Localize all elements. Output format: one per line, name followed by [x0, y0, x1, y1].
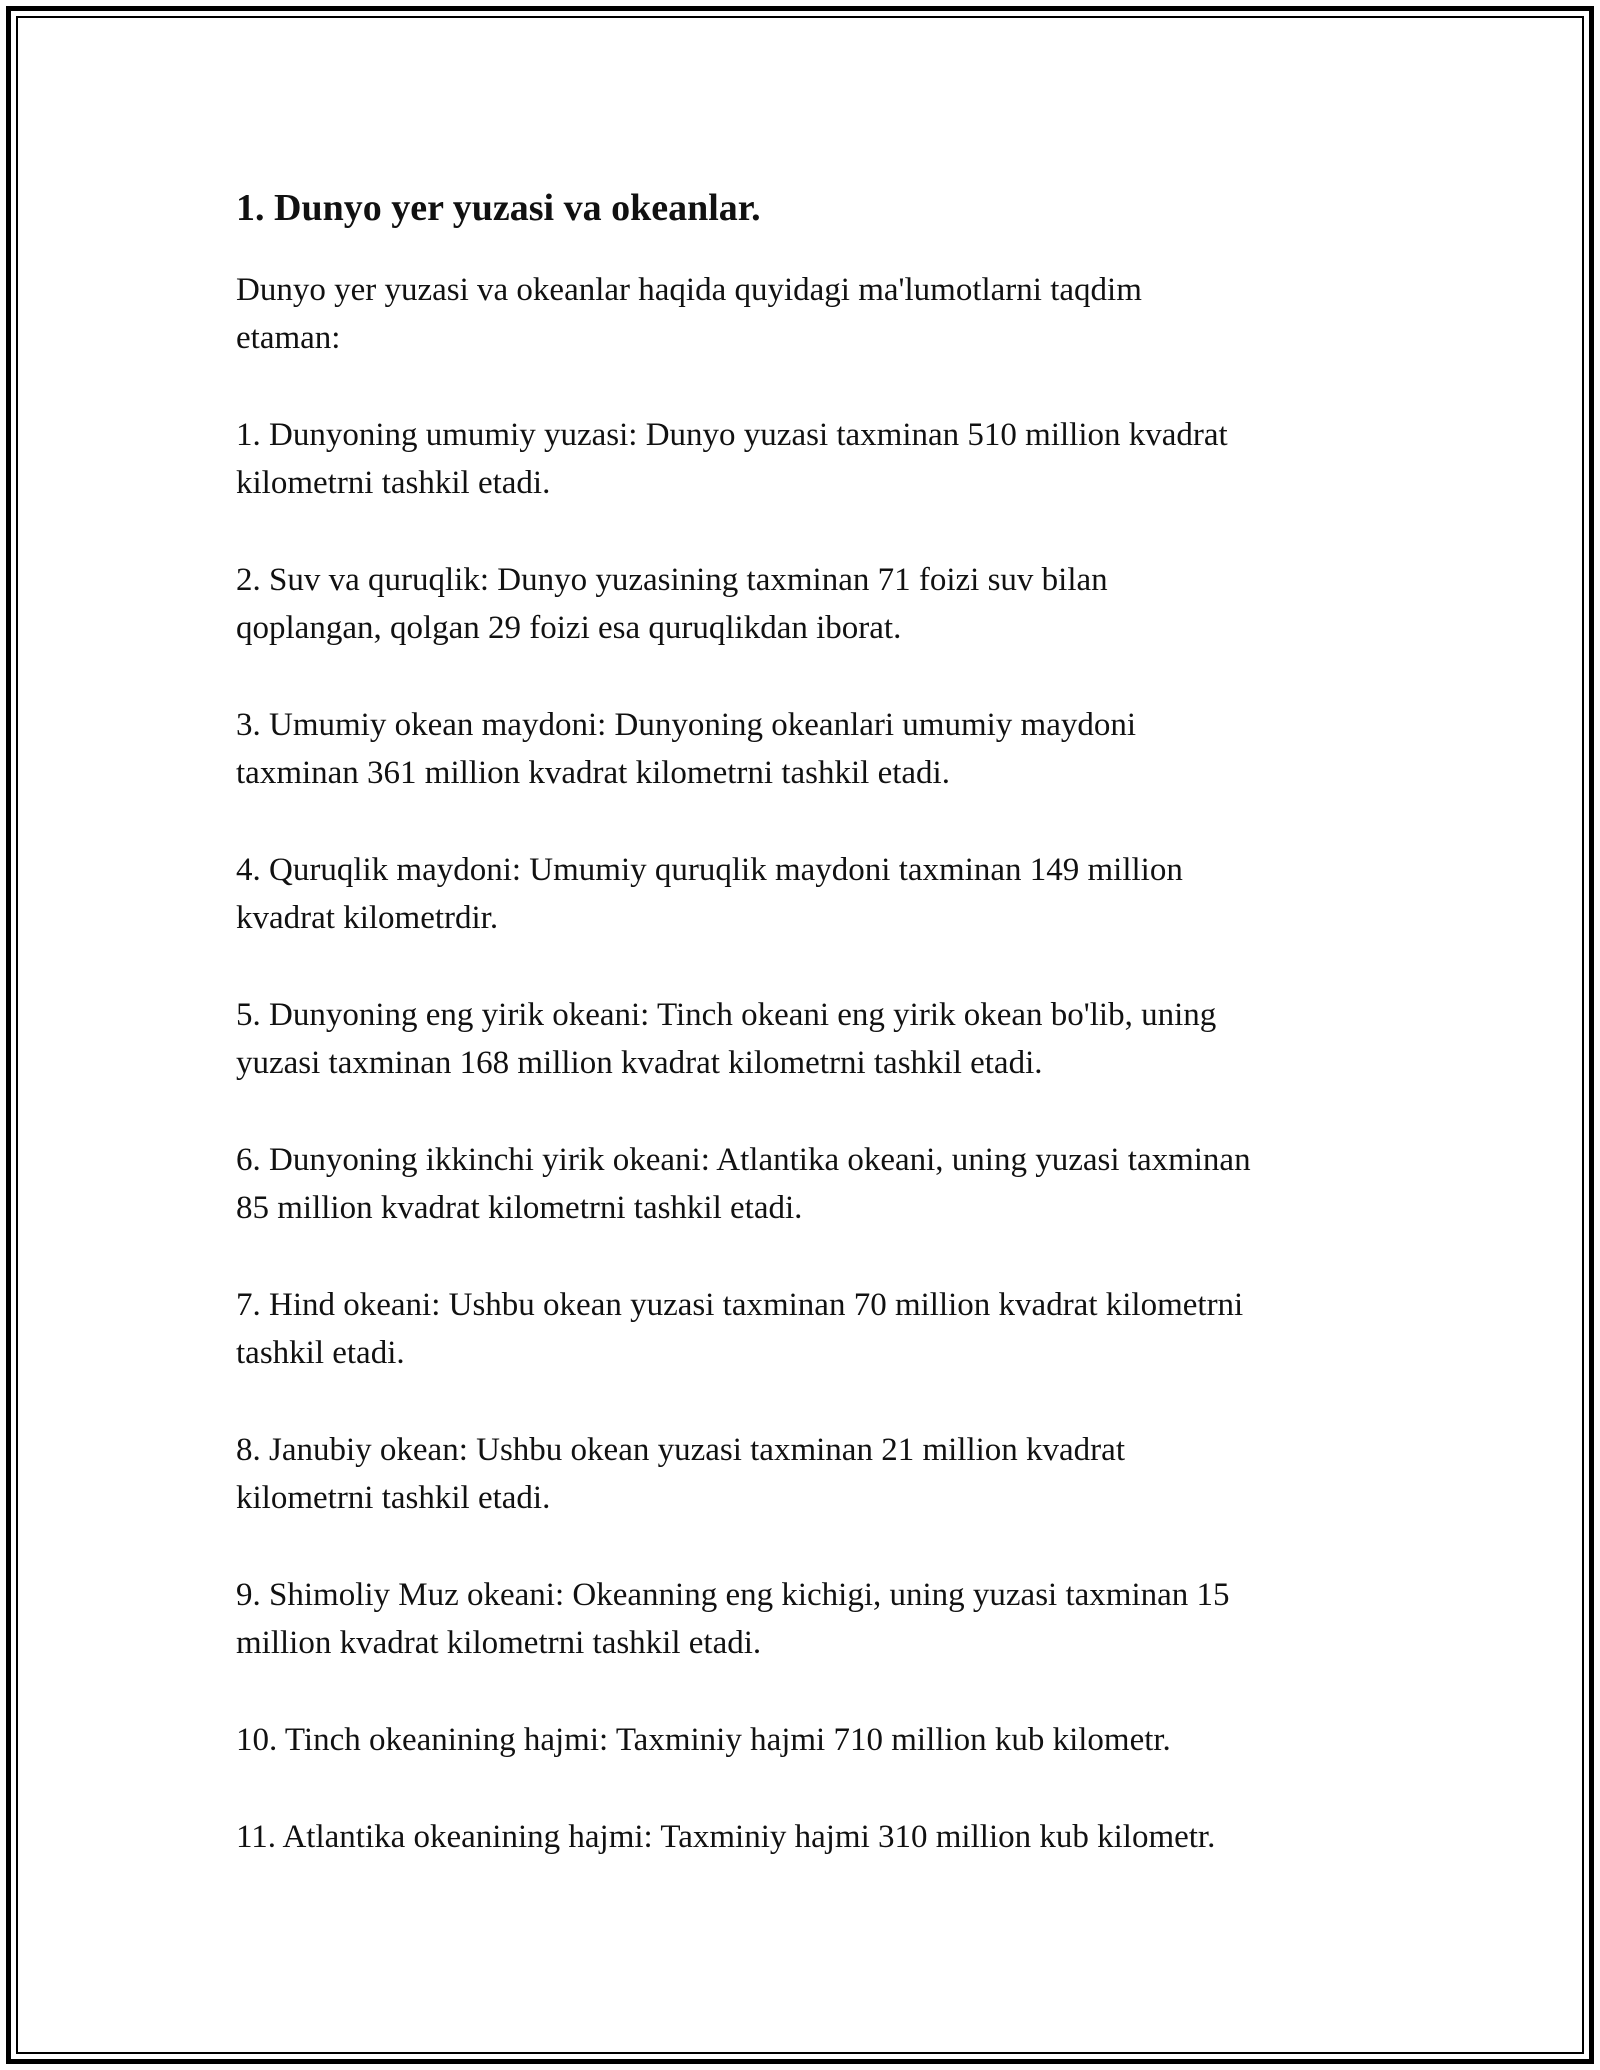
list-item [236, 846, 1376, 942]
list-item [236, 1813, 1376, 1861]
intro-line: etaman: [236, 320, 341, 356]
list-item-line: 1. Dunyoning umumiy yuzasi: Dunyo yuzasi taxminan 510 million kvadrat [236, 417, 1228, 453]
list-item [236, 701, 1376, 797]
list-item-line: 8. Janubiy okean: Ushbu okean yuzasi taxminan 21 million kvadrat [236, 1432, 1125, 1468]
list-item-line: kilometrni tashkil etadi. [236, 465, 551, 501]
document-body [236, 186, 1376, 1910]
list-item-line: taxminan 361 million kvadrat kilometrni tashkil etadi. [236, 755, 950, 791]
list-item-line: yuzasi taxminan 168 million kvadrat kilometrni tashkil etadi. [236, 1045, 1043, 1081]
list-item-line: 3. Umumiy okean maydoni: Dunyoning okeanlari umumiy maydoni [236, 707, 1137, 743]
list-item [236, 1281, 1376, 1377]
list-item-line: kvadrat kilometrdir. [236, 900, 499, 936]
intro-line: Dunyo yer yuzasi va okeanlar haqida quyidagi ma'lumotlarni taqdim [236, 272, 1142, 308]
list-item-line: qoplangan, qolgan 29 foizi esa quruqlikdan iborat. [236, 610, 902, 646]
document-title: 1. Dunyo yer yuzasi va okeanlar. [236, 187, 761, 229]
list-item-line: 11. Atlantika okeanining hajmi: Taxminiy hajmi 310 million kub kilometr. [236, 1819, 1216, 1855]
list-item [236, 1136, 1376, 1232]
list-item-line: 5. Dunyoning eng yirik okeani: Tinch okeani eng yirik okean bo'lib, uning [236, 997, 1217, 1033]
list-item-line: 7. Hind okeani: Ushbu okean yuzasi taxminan 70 million kvadrat kilometrni [236, 1287, 1244, 1323]
list-item [236, 1426, 1376, 1522]
list-item-line: 9. Shimoliy Muz okeani: Okeanning eng kichigi, uning yuzasi taxminan 15 [236, 1577, 1230, 1613]
list-item-line: kilometrni tashkil etadi. [236, 1480, 551, 1516]
list-item [236, 556, 1376, 652]
list-item-line: 85 million kvadrat kilometrni tashkil etadi. [236, 1190, 803, 1226]
list-item-line: 4. Quruqlik maydoni: Umumiy quruqlik maydoni taxminan 149 million [236, 852, 1183, 888]
list-item [236, 1571, 1376, 1667]
list-item-line: tashkil etadi. [236, 1335, 405, 1371]
list-item-line: million kvadrat kilometrni tashkil etadi. [236, 1625, 762, 1661]
list-item [236, 991, 1376, 1087]
list-item-line: 2. Suv va quruqlik: Dunyo yuzasining taxminan 71 foizi suv bilan [236, 562, 1108, 598]
list-item-line: 10. Tinch okeanining hajmi: Taxminiy hajmi 710 million kub kilometr. [236, 1722, 1171, 1758]
list-item-line: 6. Dunyoning ikkinchi yirik okeani: Atlantika okeani, uning yuzasi taxminan [236, 1142, 1251, 1178]
list-item [236, 1716, 1376, 1764]
list-item [236, 411, 1376, 507]
intro-paragraph [236, 266, 1376, 362]
